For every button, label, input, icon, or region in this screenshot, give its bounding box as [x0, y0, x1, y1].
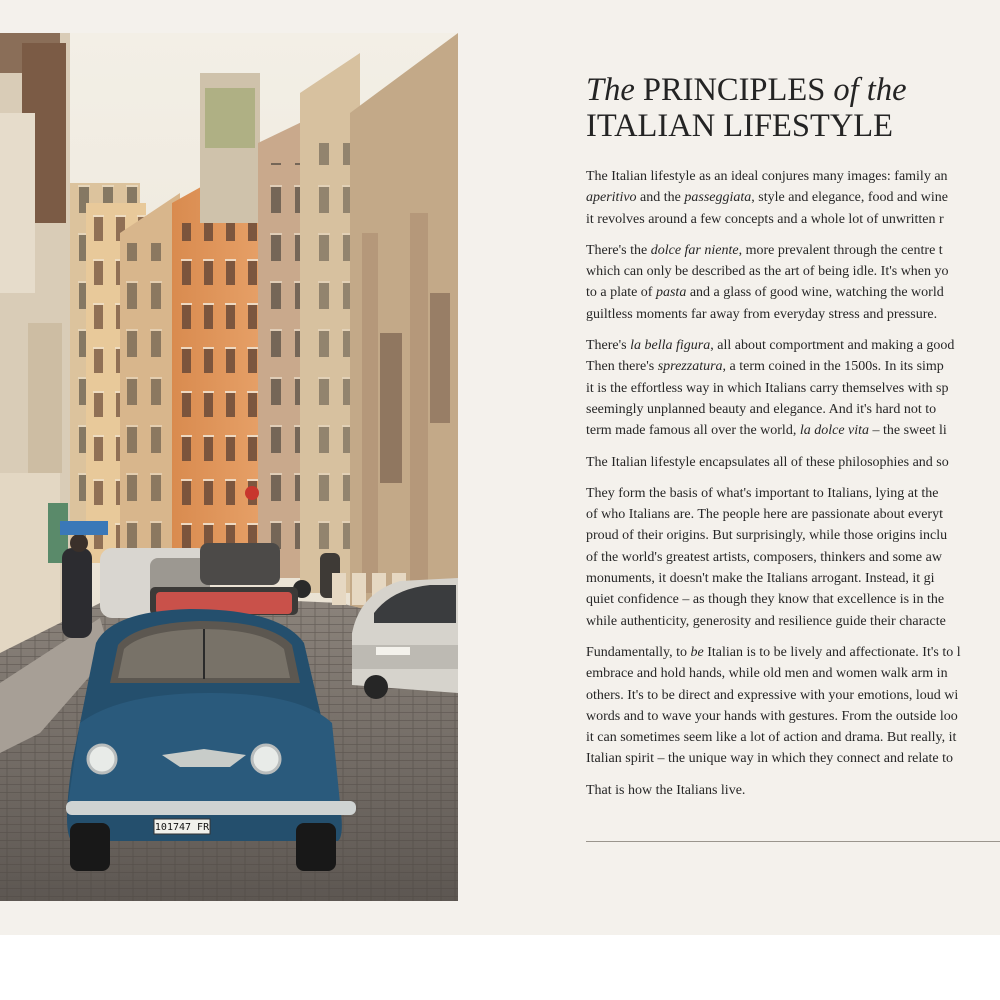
paragraph-5: They form the basis of what's important to Italians, lying at the of who Italians are. The people here are passionate about everyt proud of their origins. But surprisingly, while those origins inclu of the world's greatest artists, composers, thinkers and some aw monuments, it doesn't make the Italians arrogant. Instead, it gi quiet confidence – as though they know that excellence is in the while authenticity, generosity and resilience guide their characte [586, 485, 948, 629]
divider-rule [586, 841, 1000, 842]
title-line-1: The PRINCIPLES of the [586, 72, 907, 108]
paragraph-3: There's la bella figura, all about comportment and making a good Then there's sprezzatura, a term coined in the 1500s. In its simp it is the effortless way in which Italians carry themselves with sp seemingly unplanned beauty and elegance. And it's hard not to term made famous all over the world, la dolce vita – the sweet li [586, 338, 955, 439]
paragraph-1: The Italian lifestyle as an ideal conjures many images: family an aperitivo and the passeggiata, style and elegance, food and wine it revolves around a few concepts and a whole lot of unwritten r [586, 169, 948, 227]
page-title [586, 72, 1000, 144]
street-photo [0, 33, 458, 901]
paragraph-4: The Italian lifestyle encapsulates all of these philosophies and so [586, 454, 949, 470]
license-plate: 101747 FR [154, 822, 210, 833]
paragraph-6: Fundamentally, to be Italian is to be lively and affectionate. It's to l embrace and hold hands, while old men and women walk arm in others. It's to be direct and expressive with your emotions, loud wi words and to wave your hands with gestures. From the outside loo it can sometimes seem like a lot of action and drama. But really, it Italian spirit – the unique way in which they connect and relate to [586, 644, 961, 767]
paragraph-2: There's the dolce far niente, more prevalent through the centre t which can only be described as the art of being idle. It's when yo to a plate of pasta and a glass of good wine, watching the world guiltless moments far away from everyday stress and pressure. [586, 242, 949, 322]
text-page [586, 72, 1000, 872]
paragraph-7: That is how the Italians live. [586, 782, 746, 798]
title-line-2: ITALIAN LIFESTYLE [586, 108, 893, 144]
body-text [586, 166, 1000, 801]
